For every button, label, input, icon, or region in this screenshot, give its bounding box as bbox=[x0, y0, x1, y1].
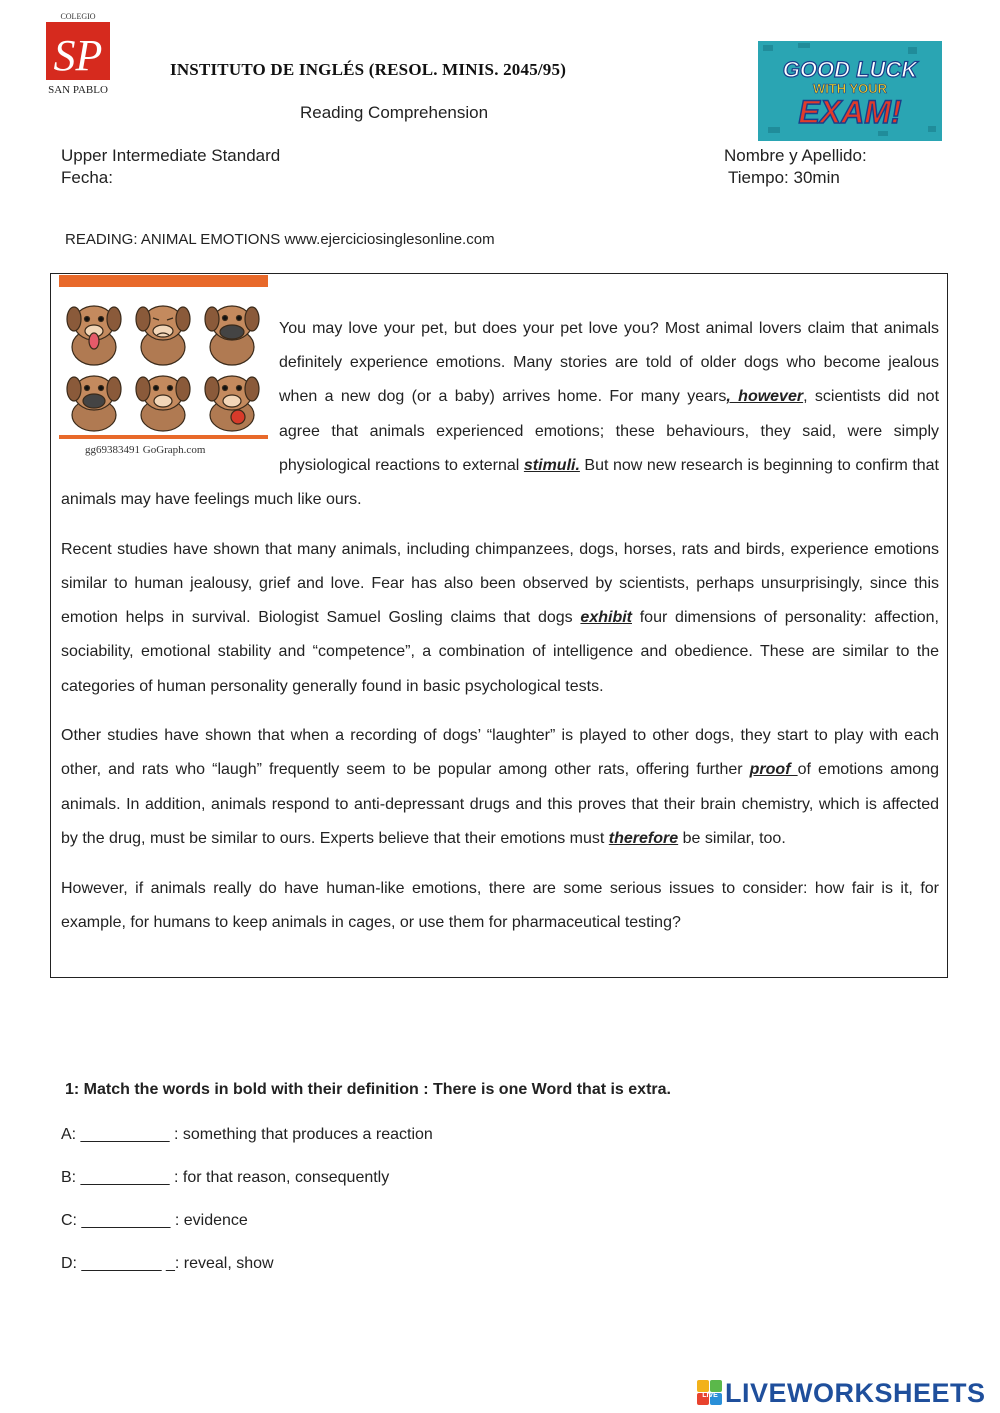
institute-title: INSTITUTO DE INGLÉS (RESOL. MINIS. 2045/95) bbox=[170, 60, 567, 79]
exercise-item-d[interactable]: D: _________ _: reveal, show bbox=[61, 1255, 274, 1272]
keyword-exhibit: exhibit bbox=[580, 609, 632, 627]
keyword-however: , however bbox=[726, 388, 804, 406]
reading-heading: READING: ANIMAL EMOTIONS www.ejerciciosinglesonline.com bbox=[65, 231, 495, 248]
good-luck-banner bbox=[758, 41, 942, 141]
page-subtitle: Reading Comprehension bbox=[300, 103, 489, 122]
paragraph-2: Recent studies have shown that many animals, including chimpanzees, dogs, horses, rats and birds, experience emotions similar to human jealousy, grief and love. Fear has also been observed by scientists, perhaps unsurprisingly, since this emotion helps in survival. Biologist Samuel Gosling claims that dogs exhibit four dimensions of personality: affection, sociability, emotional stability and “competence”, a combination of intelligence and obedience. These are similar to the categories of human personality generally found in basic psychological tests. bbox=[61, 540, 939, 695]
liveworksheets-icon bbox=[697, 1380, 723, 1406]
exercise-title: 1: Match the words in bold with their definition : There is one Word that is extra. bbox=[65, 1081, 671, 1098]
keyword-stimuli: stimuli. bbox=[523, 456, 580, 474]
time-label: Tiempo: 30min bbox=[728, 168, 840, 187]
exercise-item-c[interactable]: C: __________ : evidence bbox=[61, 1212, 248, 1229]
date-label: Fecha: bbox=[61, 168, 113, 187]
level-label: Upper Intermediate Standard bbox=[61, 146, 281, 165]
brand-badge: LIVE bbox=[702, 1392, 718, 1399]
name-label: Nombre y Apellido: bbox=[724, 146, 867, 165]
reading-passage bbox=[61, 312, 939, 955]
logo-monogram: SP bbox=[53, 31, 103, 80]
paragraph-1: You may love your pet, but does your pet love you? Most animal lovers claim that animals definitely experience emotions. Many stories are told of older dogs who become jealous when a new dog (or a baby) arrives home. For many years, however, scientists did not agree that animals experienced emotions; these behaviours, they said, were simply physiological reactions to external stimuli. But now new research is beginning to confirm that animals may have feelings much like ours. bbox=[61, 320, 940, 509]
exercise-item-b[interactable]: B: __________ : for that reason, consequently bbox=[61, 1169, 390, 1186]
banner-line1: GOOD LUCK bbox=[782, 57, 918, 82]
paragraph-4: However, if animals really do have human-like emotions, there are some serious issues to consider: how fair is it, for example, for humans to keep animals in cages, or use them for pharmaceutical testing? bbox=[61, 879, 939, 931]
logo-text-top: COLEGIO bbox=[60, 12, 96, 21]
keyword-proof: proof bbox=[749, 761, 798, 779]
school-logo bbox=[40, 10, 116, 98]
keyword-therefore: therefore bbox=[608, 829, 679, 847]
liveworksheets-logo bbox=[697, 1378, 986, 1408]
logo-text-bottom: SAN PABLO bbox=[48, 84, 108, 96]
image-caption: gg69383491 GoGraph.com bbox=[85, 444, 206, 456]
exercise-item-a[interactable]: A: __________ : something that produces a reaction bbox=[61, 1126, 433, 1143]
banner-line2: WITH YOUR bbox=[812, 81, 888, 96]
liveworksheets-brand: LIVEWORKSHEETS bbox=[725, 1377, 986, 1408]
paragraph-3: Other studies have shown that when a recording of dogs’ “laughter” is played to other dogs, they start to play with each other, and rats who “laugh” frequently seem to be popular among other rats, offering further proof of emotions among animals. In addition, animals respond to anti-depressant drugs and this proves that their brain chemistry, which is affected by the drug, must be similar to ours. Experts believe that their emotions must therefore be similar, too. bbox=[61, 727, 939, 847]
banner-line3: EXAM! bbox=[798, 94, 902, 130]
